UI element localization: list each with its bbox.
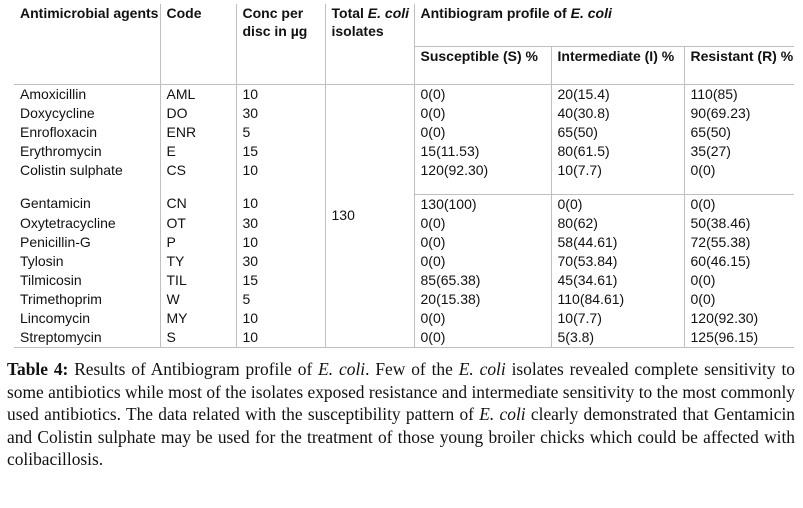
table-caption [7,358,795,471]
caption-text-1: Results of Antibiogram profile of [68,359,319,379]
caption-organism-3: E. coli [479,404,526,424]
resistant-cell: 60(46.15) [684,252,794,271]
resistant-cell: 50(38.46) [684,214,794,233]
intermediate-cell: 5(3.8) [551,328,684,348]
intermediate-cell: 0(0) [551,194,684,214]
conc-cell: 30 [236,252,325,271]
susceptible-cell: 15(11.53) [414,142,551,161]
susceptible-cell: 0(0) [414,252,551,271]
caption-organism-2: E. coli [458,359,506,379]
code-cell: CN [160,194,236,214]
header-agent: Antimicrobial agents [14,4,160,84]
caption-label: Table 4: [7,359,69,379]
resistant-cell: 65(50) [684,123,794,142]
agent-cell: Doxycycline [20,104,95,121]
caption-text-4: clearly demonstrated that Gentamicin and Colistin sulphate may be used for the treatment of those young broiler chicks which could be affected with colibacillosis. [7,404,795,469]
code-cell: CS [160,161,236,195]
code-cell: W [160,290,236,309]
intermediate-cell: 58(44.61) [551,233,684,252]
resistant-cell: 90(69.23) [684,104,794,123]
code-cell: TY [160,252,236,271]
agent-cell: Erythromycin [20,142,102,159]
header-code: Code [160,4,236,84]
agent-cell: Amoxicillin [20,85,87,102]
header-total-prefix: Total [331,5,364,21]
header-susceptible: Susceptible (S) % [414,46,551,84]
susceptible-cell: 130(100) [414,194,551,214]
conc-cell: 10 [236,161,325,195]
agent-cell: Colistin sulphate [20,161,123,178]
intermediate-cell: 110(84.61) [551,290,684,309]
header-profile-organism: E. coli [570,5,612,21]
conc-cell: 10 [236,84,325,104]
header-profile-prefix: Antibiogram profile of [420,5,567,21]
agent-cell: Enrofloxacin [20,123,98,140]
susceptible-cell: 0(0) [414,328,551,348]
code-cell: P [160,233,236,252]
intermediate-cell: 80(62) [551,214,684,233]
susceptible-cell: 0(0) [414,309,551,328]
agent-cell: Penicillin-G [20,233,91,250]
resistant-cell: 110(85) [684,84,794,104]
intermediate-cell: 65(50) [551,123,684,142]
susceptible-cell: 120(92.30) [414,161,551,195]
conc-cell: 30 [236,104,325,123]
susceptible-cell: 20(15.38) [414,290,551,309]
conc-cell: 5 [236,123,325,142]
code-cell: OT [160,214,236,233]
resistant-cell: 0(0) [684,194,794,214]
susceptible-cell: 0(0) [414,214,551,233]
agent-cell: Gentamicin [20,195,91,211]
agent-cell: Trimethoprim [20,290,102,307]
agent-cell: Tilmicosin [20,271,82,288]
caption-text-3: isolates revealed complete sensitivity to some antibiotics while most of the isolates exposed resistance and intermediate sensitivity to the most commonly used antibiotics. The data related with the susceptibility pattern of [7,359,795,424]
code-cell: ENR [160,123,236,142]
resistant-cell: 0(0) [684,161,794,195]
total-isolates-cell: 130 [325,84,414,347]
intermediate-cell: 40(30.8) [551,104,684,123]
table-row [14,84,794,104]
header-resistant: Resistant (R) % [684,46,794,84]
table-body [14,84,794,347]
agent-cell: Tylosin [20,252,64,269]
intermediate-cell: 80(61.5) [551,142,684,161]
code-cell: E [160,142,236,161]
conc-cell: 10 [236,194,325,214]
header-total [325,4,414,84]
header-conc: Conc per disc in µg [236,4,325,84]
resistant-cell: 72(55.38) [684,233,794,252]
intermediate-cell: 10(7.7) [551,161,684,195]
header-profile [414,4,794,46]
susceptible-cell: 0(0) [414,84,551,104]
code-cell: DO [160,104,236,123]
susceptible-cell: 85(65.38) [414,271,551,290]
resistant-cell: 35(27) [684,142,794,161]
intermediate-cell: 10(7.7) [551,309,684,328]
intermediate-cell: 20(15.4) [551,84,684,104]
header-intermediate: Intermediate (I) % [551,46,684,84]
conc-cell: 15 [236,271,325,290]
agent-cell: Oxytetracycline [20,214,116,231]
agent-cell: Streptomycin [14,328,160,348]
conc-cell: 15 [236,142,325,161]
resistant-cell: 0(0) [684,290,794,309]
susceptible-cell: 0(0) [414,123,551,142]
conc-cell: 10 [236,328,325,348]
code-cell: TIL [160,271,236,290]
code-cell: S [160,328,236,348]
conc-cell: 30 [236,214,325,233]
resistant-cell: 125(96.15) [684,328,794,348]
susceptible-cell: 0(0) [414,104,551,123]
conc-cell: 10 [236,233,325,252]
header-total-organism: E. coli [367,5,410,21]
caption-text-2: . Few of the [365,359,459,379]
code-cell: AML [160,84,236,104]
intermediate-cell: 45(34.61) [551,271,684,290]
conc-cell: 10 [236,309,325,328]
resistant-cell: 120(92.30) [684,309,794,328]
intermediate-cell: 70(53.84) [551,252,684,271]
header-total-suffix: isolates [331,23,384,39]
agent-cell: Lincomycin [20,309,91,326]
antibiogram-table [14,4,794,348]
code-cell: MY [160,309,236,328]
susceptible-cell: 0(0) [414,233,551,252]
conc-cell: 5 [236,290,325,309]
caption-organism-1: E. coli [318,359,366,379]
resistant-cell: 0(0) [684,271,794,290]
